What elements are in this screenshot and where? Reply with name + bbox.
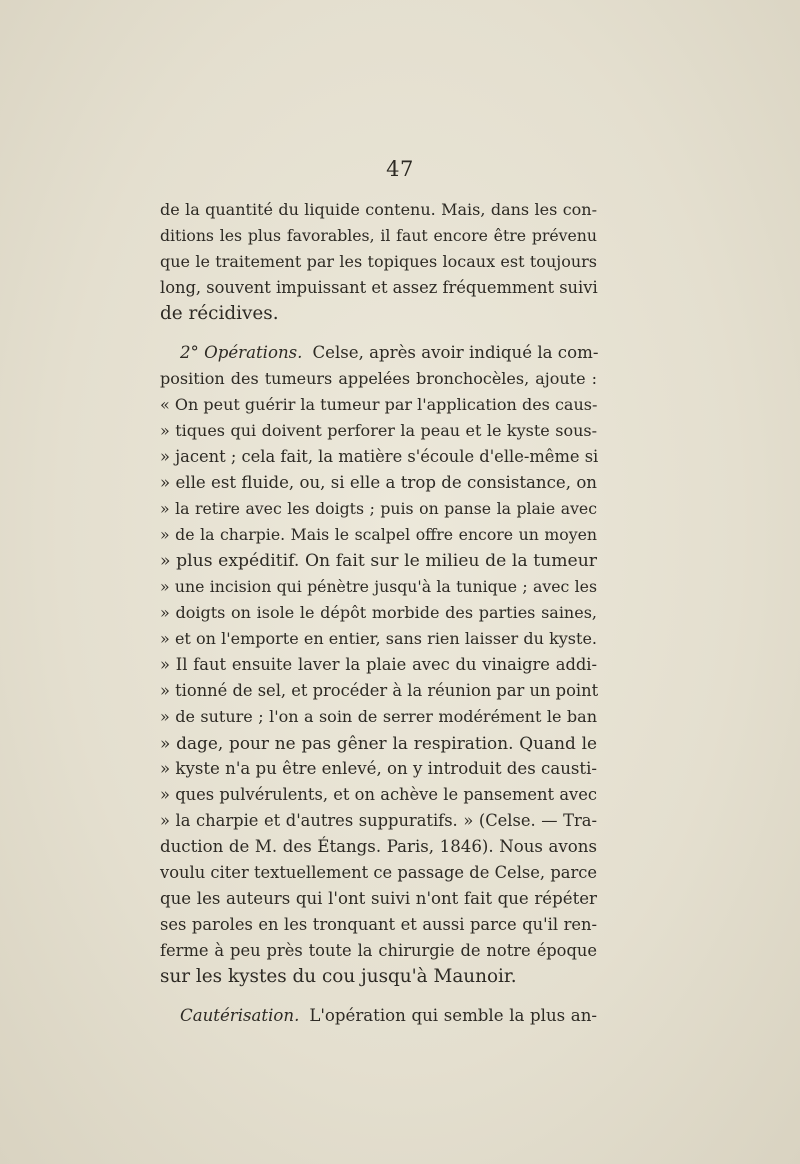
text-fragment: Celse, après avoir indiqué la com-: [312, 343, 599, 362]
section-heading-operations: 2° Opérations.: [180, 343, 303, 362]
quote-line: » plus expéditif. On fait sur le milieu de la tumeur: [160, 551, 597, 571]
quote-line: » Il faut ensuite laver la plaie avec du vinaigre addi-: [160, 655, 597, 674]
text-fragment: L'opération qui semble la plus an-: [309, 1006, 597, 1025]
quote-line: » la retire avec les doigts ; puis on panse la plaie avec: [160, 499, 597, 518]
quote-line: » jacent ; cela fait, la matière s'écoule d'elle-même si: [160, 447, 599, 466]
text-line: sur les kystes du cou jusqu'à Maunoir.: [160, 966, 517, 987]
text-line: position des tumeurs appelées bronchocèles, ajoute :: [160, 369, 597, 388]
quote-line: » elle est fluide, ou, si elle a trop de consistance, on: [160, 473, 597, 492]
text-line: voulu citer textuellement ce passage de Celse, parce: [160, 863, 597, 882]
paragraph-opening-line: [180, 1003, 597, 1029]
quote-line: » et on l'emporte en entier, sans rien laisser du kyste.: [160, 629, 597, 648]
text-line: de la quantité du liquide contenu. Mais, dans les con-: [160, 200, 597, 219]
paragraph-opening-line: [180, 340, 597, 366]
section-heading-cauterisation: Cautérisation.: [180, 1006, 300, 1025]
text-line: long, souvent impuissant et assez fréquemment suivi: [160, 278, 598, 297]
quote-line: » tiques qui doivent perforer la peau et le kyste sous-: [160, 421, 597, 440]
text-line: que le traitement par les topiques locaux est toujours: [160, 252, 597, 271]
quote-line: « On peut guérir la tumeur par l'application des caus-: [160, 395, 598, 414]
quote-line: » une incision qui pénètre jusqu'à la tunique ; avec les: [160, 577, 597, 596]
quote-line: » ques pulvérulents, et on achève le pansement avec: [160, 785, 597, 804]
quote-line: » de suture ; l'on a soin de serrer modérément le ban: [160, 707, 597, 726]
text-line: que les auteurs qui l'ont suivi n'ont fait que répéter: [160, 889, 597, 908]
text-line: ditions les plus favorables, il faut encore être prévenu: [160, 226, 597, 245]
text-line: ferme à peu près toute la chirurgie de notre époque: [160, 941, 597, 960]
quote-line: » dage, pour ne pas gêner la respiration. Quand le: [160, 733, 597, 753]
quote-line: » kyste n'a pu être enlevé, on y introduit des causti-: [160, 759, 597, 778]
quote-line: » la charpie et d'autres suppuratifs. » (Celse. — Tra-: [160, 811, 597, 830]
quote-line: » doigts on isole le dépôt morbide des parties saines,: [160, 603, 597, 622]
quote-line: » tionné de sel, et procéder à la réunion par un point: [160, 681, 599, 700]
text-line: ses paroles en les tronquant et aussi parce qu'il ren-: [160, 915, 597, 934]
page-number: 47: [386, 157, 414, 181]
text-line: duction de M. des Étangs. Paris, 1846). Nous avons: [160, 837, 597, 856]
quote-line: » de la charpie. Mais le scalpel offre encore un moyen: [160, 525, 597, 544]
text-line: de récidives.: [160, 303, 279, 324]
